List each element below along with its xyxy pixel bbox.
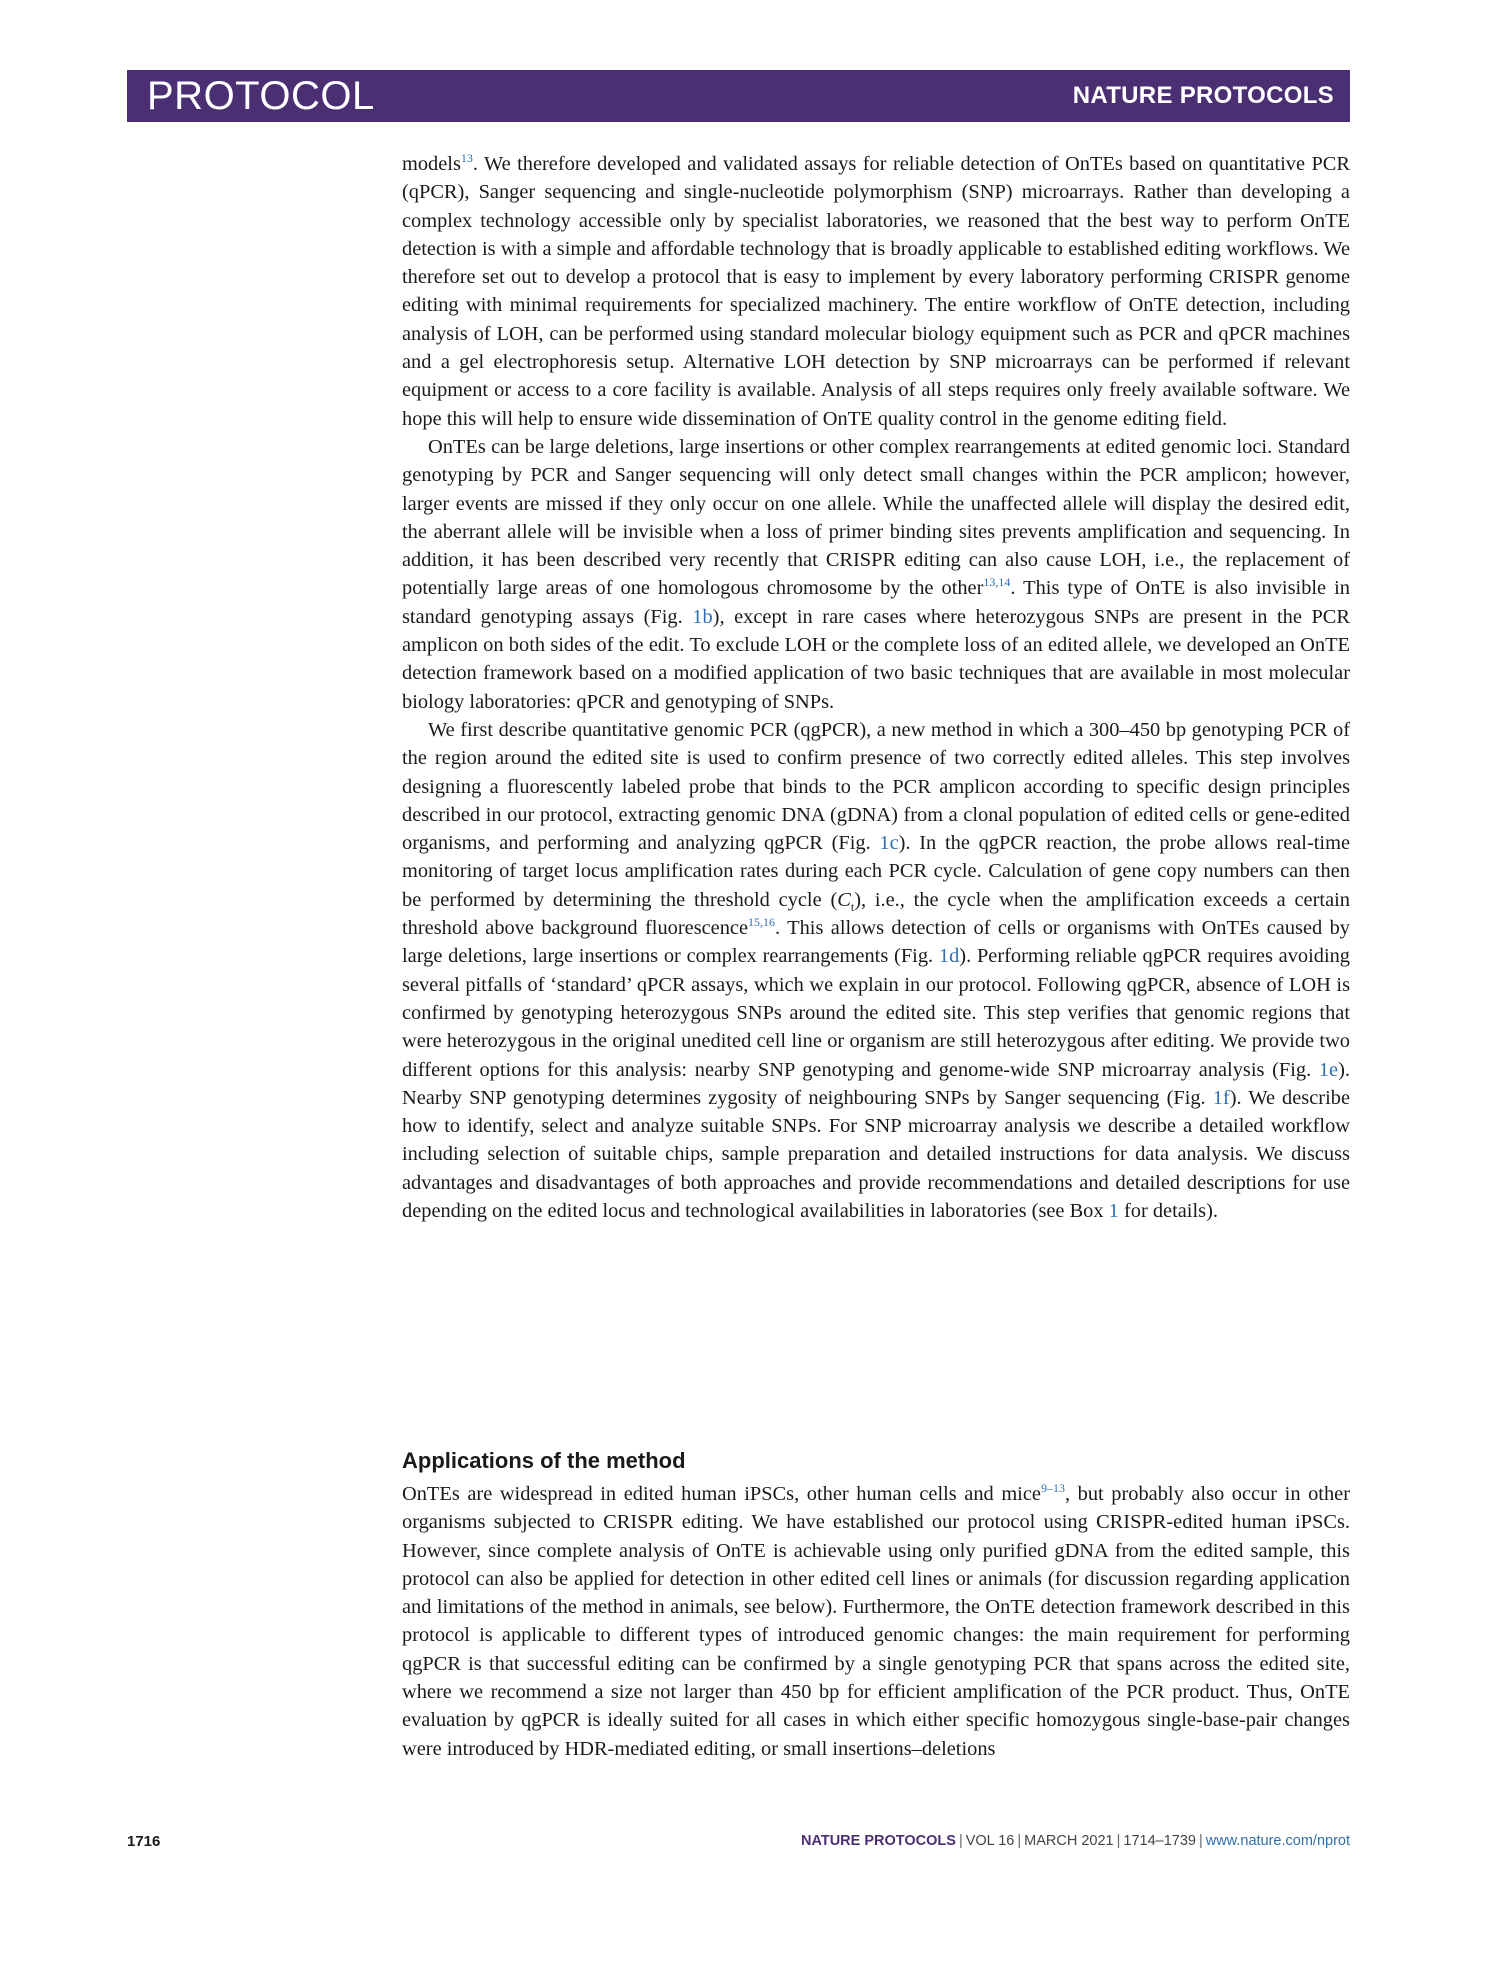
- footer-citation: NATURE PROTOCOLS | VOL 16 | MARCH 2021 | 1714–1739 | www.nature.com/nprot: [800, 1833, 1350, 1849]
- paragraph-1: models$^{13}$. We therefore developed and validated assays for reliable detection of OnTEs based on quantitative PCR (qPCR), Sanger sequencing and single-nucleotide polymorphism (SNP) microarrays. Rather than developing a complex technology accessible only by specialist laboratories, we reasoned that the best way to perform OnTE detection is with a simple and affordable technology that is broadly applicable to established editing workflows. We therefore set out to develop a protocol that is easy to implement by every laboratory performing CRISPR genome editing with minimal requirements for specialized machinery. The entire workflow of OnTE detection, including analysis of LOH, can be performed using standard molecular biology equipment such as PCR and qPCR machines and a gel electrophoresis setup. Alternative LOH detection by SNP microarrays can be performed if relevant equipment or access to a core facility is available. Analysis of all steps requires only freely available software. We hope this will help to ensure wide dissemination of OnTE quality control in the genome editing field.: [402, 151, 1350, 430]
- figure-ref[interactable]: 1b: [692, 605, 713, 628]
- italic-symbol: C: [837, 888, 851, 911]
- footer-volume: VOL 16: [965, 1833, 1015, 1849]
- citation-ref[interactable]: 9–13: [1040, 1481, 1065, 1496]
- paragraph-4: OnTEs are widespread in edited human iPSCs, other human cells and mice$^{9-13}$, but probably also occur in other organisms subjected to CRISPR editing. We have established our protocol using CRISPR-edited human iPSCs. However, since complete analysis of OnTE is achievable using only purified gDNA from the edited sample, this protocol can also be applied for detection in other edited cell lines or animals (for discussion regarding application and limitations of the method in animals, see below). Furthermore, the OnTE detection framework described in this protocol is applicable to different types of introduced genomic changes: the main requirement for performing qgPCR is that successful editing can be confirmed by a single genotyping PCR that spans across the edited site, where we recommend a size not larger than 450 bp for efficient amplification of the PCR product. Thus, OnTE evaluation by qgPCR is ideally suited for all cases in which either specific homozygous single-base-pair changes were introduced by HDR-mediated editing, or small insertions–deletions: [402, 1481, 1350, 1760]
- footer-url[interactable]: www.nature.com/nprot: [1205, 1833, 1350, 1849]
- footer-date: MARCH 2021: [1024, 1833, 1114, 1849]
- journal-name: NATURE PROTOCOLS: [1072, 82, 1334, 109]
- citation-ref[interactable]: 13: [460, 151, 473, 166]
- main-text-column: [402, 150, 1350, 1225]
- figure-ref[interactable]: 1f: [1212, 1086, 1230, 1109]
- paragraph-2: OnTEs can be large deletions, large insertions or other complex rearrangements at edited genomic loci. Standard genotyping by PCR and Sanger sequencing will only detect small changes within the PCR amplicon; however, larger events are missed if they only occur on one allele. While the unaffected allele will display the desired edit, the aberrant allele will be invisible when a loss of primer binding sites prevents amplification and sequencing. In addition, it has been described very recently that CRISPR editing can also cause LOH, i.e., the replacement of potentially large areas of one homologous chromosome by the other$^{13,14}$. This type of OnTE is also invisible in standard genotyping assays (Fig. 1b), except in rare cases where heterozygous SNPs are present in the PCR amplicon on both sides of the edit. To exclude LOH or the complete loss of an edited allele, we developed an OnTE detection framework based on a modified application of two basic techniques that are available in most molecular biology laboratories: qPCR and genotyping of SNPs.: [402, 435, 1350, 713]
- citation-ref[interactable]: 13,14: [983, 575, 1011, 590]
- footer-pages: 1714–1739: [1123, 1833, 1196, 1849]
- figure-ref[interactable]: 1c: [879, 832, 899, 855]
- figure-ref[interactable]: 1d: [938, 945, 960, 968]
- subscript: t: [850, 899, 855, 914]
- section-text: [402, 1480, 1350, 1763]
- section-label: PROTOCOL: [147, 73, 375, 118]
- section-heading: Applications of the method: [402, 1448, 686, 1473]
- page-number: 1716: [127, 1833, 161, 1850]
- footer-journal: NATURE PROTOCOLS: [800, 1833, 956, 1849]
- figure-ref[interactable]: 1: [1108, 1199, 1119, 1222]
- figure-ref[interactable]: 1e: [1318, 1058, 1339, 1081]
- header-banner: [127, 70, 1350, 122]
- paragraph-3: We first describe quantitative genomic PCR (qgPCR), a new method in which a 300–450 bp genotyping PCR of the region around the edited site is used to confirm presence of two correctly edited alleles. This step involves designing a fluorescently labeled probe that binds to the PCR amplicon according to specific design principles described in our protocol, extracting genomic DNA (gDNA) from a clonal population of edited cells or gene-edited organisms, and performing and analyzing qgPCR (Fig. 1c). In the qgPCR reaction, the probe allows real-time monitoring of target locus amplification rates during each PCR cycle. Calculation of gene copy numbers can then be performed by determining the threshold cycle $(C_t)$, i.e., the cycle when the amplification exceeds a certain threshold above background fluorescence$^{15,16}$. This allows detection of cells or organisms with OnTEs caused by large deletions, large insertions or complex rearrangements (Fig. 1d). Performing reliable qgPCR requires avoiding several pitfalls of ‘standard’ qPCR assays, which we explain in our protocol. Following qgPCR, absence of LOH is confirmed by genotyping heterozygous SNPs around the edited site. This step verifies that genomic regions that were heterozygous in the original unedited cell line or organism are still heterozygous after editing. We provide two different options for this analysis: nearby SNP genotyping and genome-wide SNP microarray analysis (Fig. 1e). Nearby SNP genotyping determines zygosity of neighbouring SNPs by Sanger sequencing (Fig. 1f). We describe how to identify, select and analyze suitable SNPs. For SNP microarray analysis we describe a detailed workflow including selection of suitable chips, sample preparation and detailed instructions for data analysis. We discuss advantages and disadvantages of both approaches and provide recommendations and detailed descriptions for use depending on the edited locus and technological availabilities in laboratories (see Box 1 for details).: [402, 718, 1351, 1222]
- citation-ref[interactable]: 15,16: [748, 915, 776, 930]
